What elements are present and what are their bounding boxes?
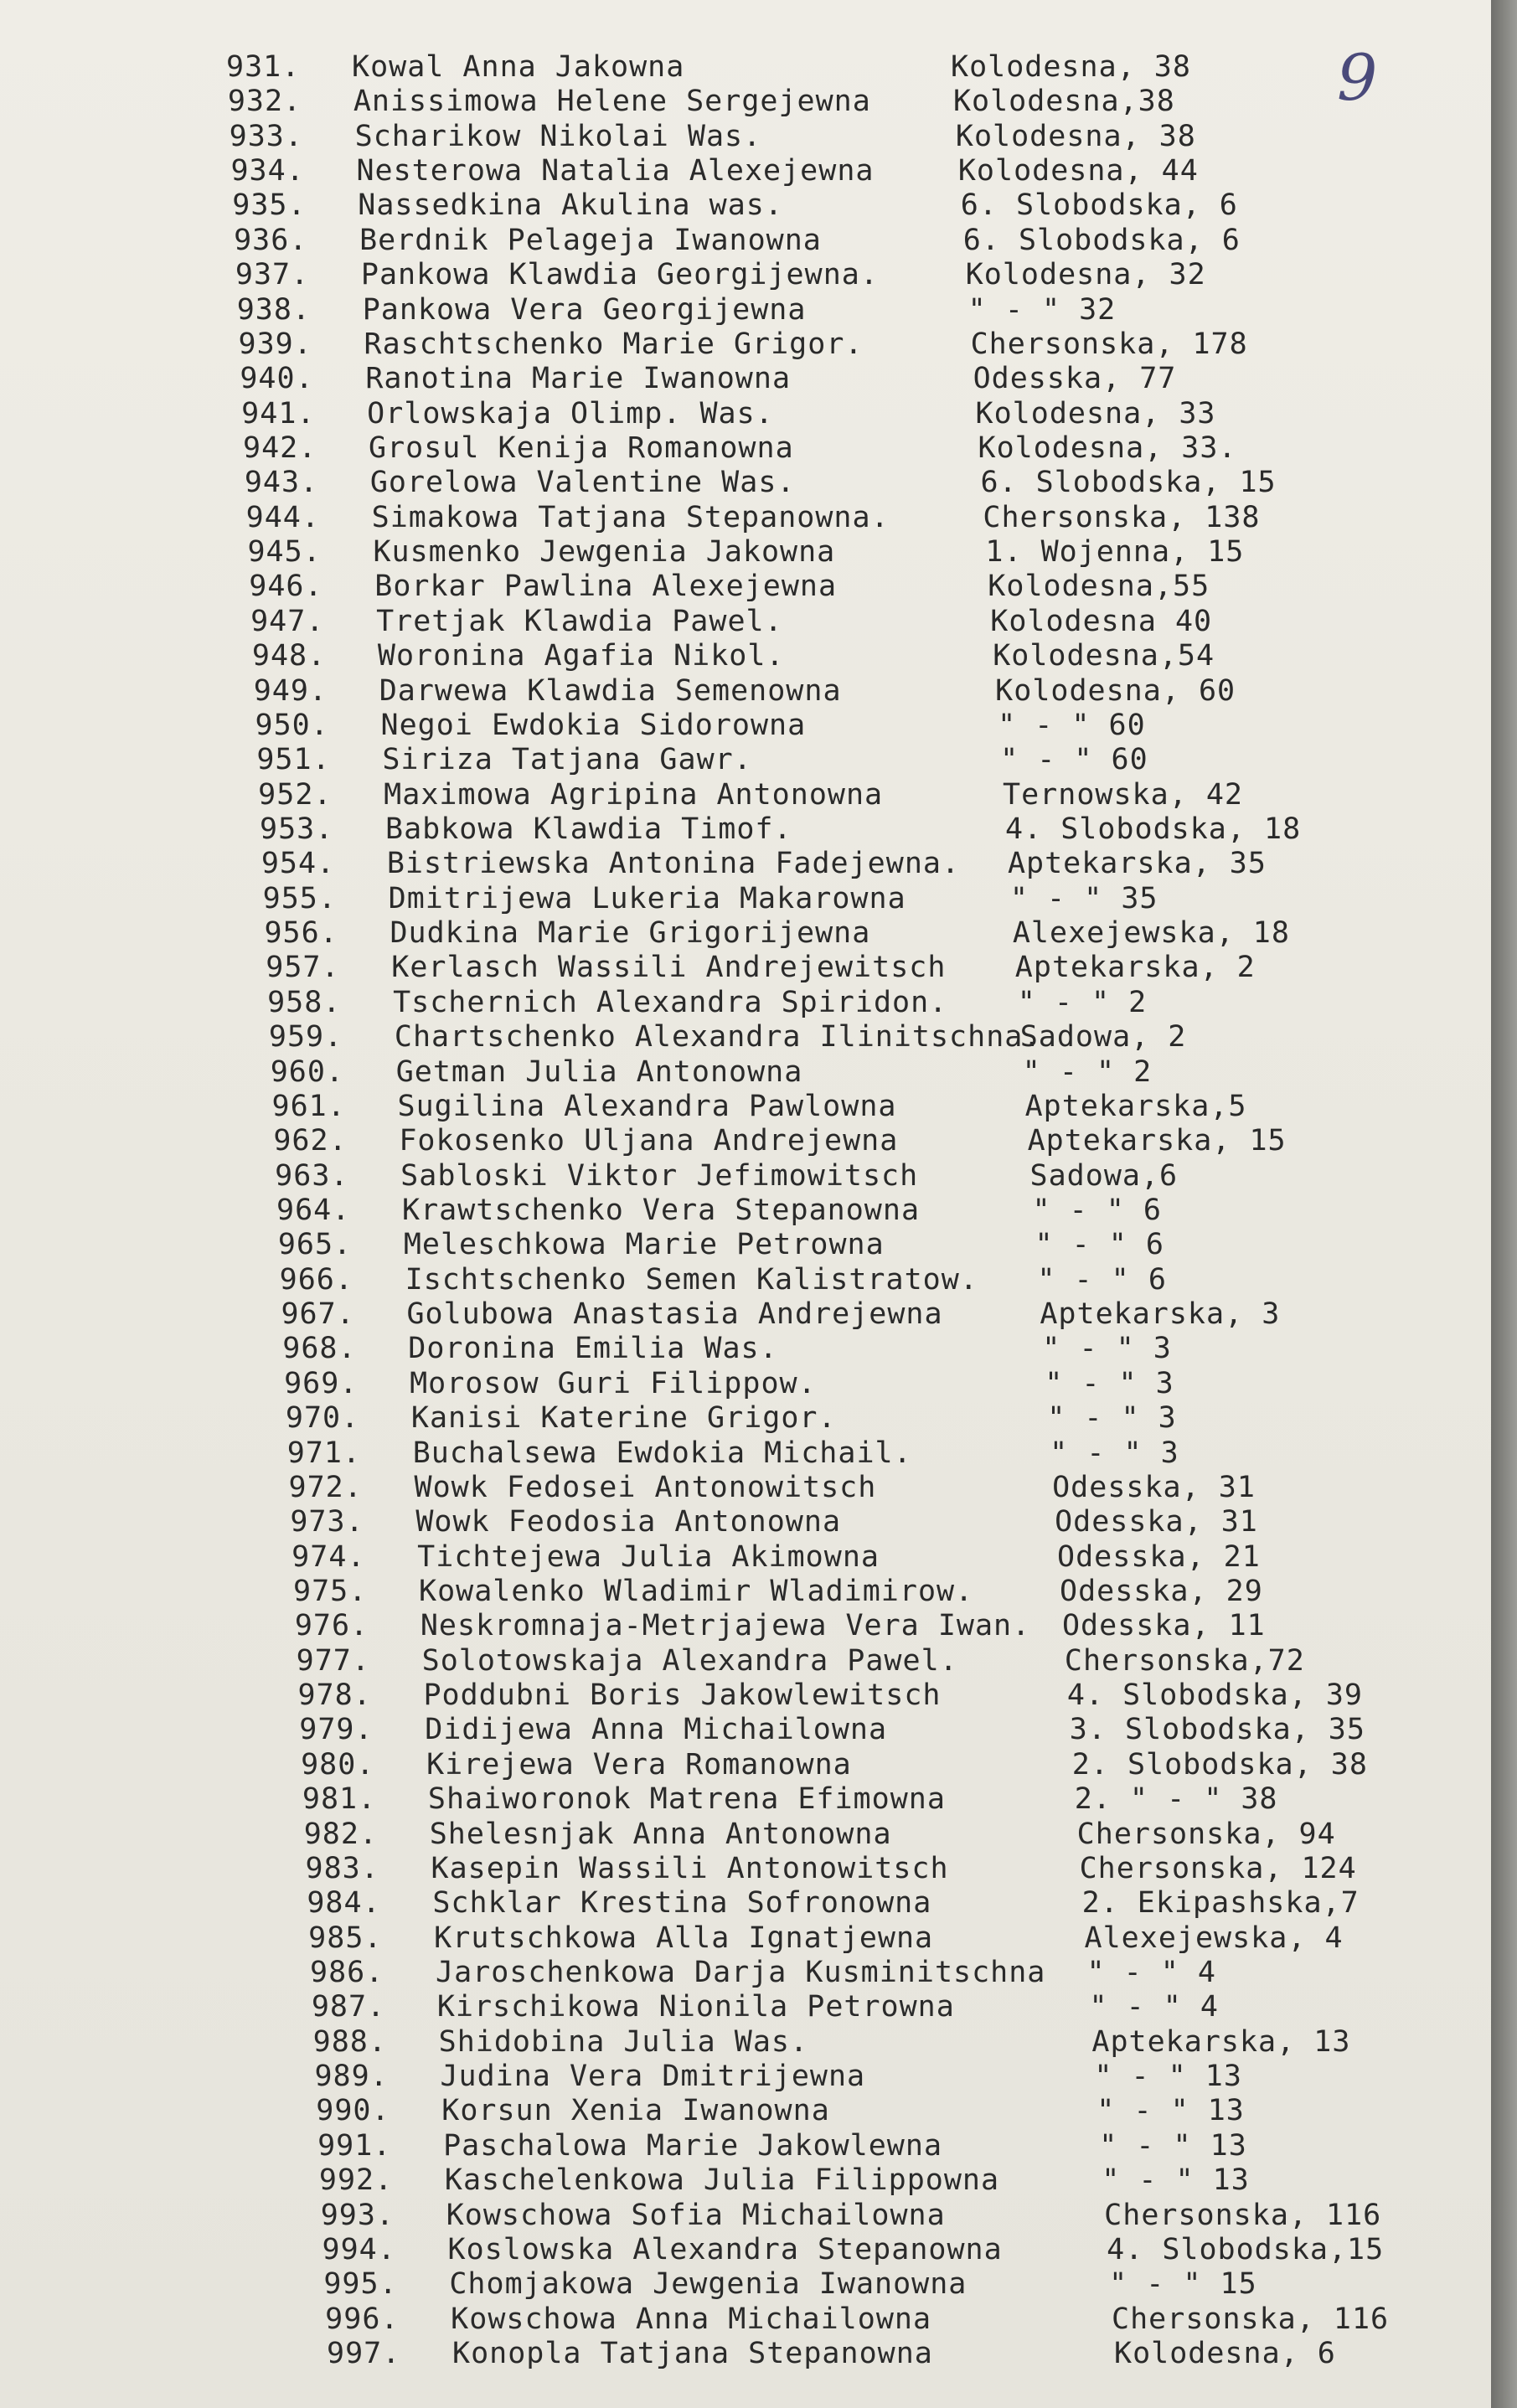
entry-number: 966.: [279, 1262, 353, 1297]
entry-name: Nesterowa Natalia Alexejewna: [356, 154, 875, 188]
entry-address: Chersonska, 116: [1112, 2302, 1390, 2336]
entry-address: 4. Slobodska,15: [1107, 2232, 1385, 2266]
page-edge-shadow: [1491, 0, 1517, 2408]
entry-address: " - " 6: [1037, 1262, 1167, 1297]
list-item: [303, 1817, 1336, 1851]
entry-address: Sadowa,6: [1029, 1158, 1179, 1193]
entry-number: 951.: [256, 743, 331, 777]
entry-name: Kasepin Wassili Antonowitsch: [431, 1851, 949, 1885]
list-item: [302, 1782, 1278, 1817]
entry-name: Woronina Agafia Nikol.: [377, 639, 785, 673]
list-item: [234, 223, 1241, 257]
entry-number: 977.: [296, 1643, 370, 1678]
list-item: [227, 85, 1175, 119]
entry-address: " - " 3: [1047, 1401, 1177, 1436]
entry-number: 981.: [302, 1782, 377, 1817]
entry-address: " - " 13: [1102, 2163, 1250, 2198]
list-item: [311, 1990, 1219, 2024]
entry-number: 997.: [327, 2337, 401, 2370]
entry-number: 956.: [264, 916, 338, 951]
entry-address: Kolodesna, 33: [975, 396, 1216, 431]
entry-number: 934.: [230, 154, 305, 188]
entry-number: 932.: [227, 85, 302, 119]
list-item: [260, 812, 1302, 846]
entry-name: Kerlasch Wassili Andrejewitsch: [391, 951, 947, 985]
entry-address: Aptekarska, 13: [1091, 2024, 1351, 2059]
entry-address: Odesska, 77: [973, 362, 1177, 396]
entry-number: 971.: [286, 1436, 362, 1470]
entry-name: Siriza Tatjana Gawr.: [382, 743, 752, 777]
entry-name: Sugilina Alexandra Pawlowna: [397, 1089, 897, 1123]
entry-address: Chersonska, 124: [1079, 1851, 1357, 1885]
entry-number: 945.: [247, 535, 322, 570]
list-item: [314, 2060, 1242, 2094]
entry-name: Maximowa Agripina Antonowna: [384, 777, 884, 812]
entry-name: Scharikow Nikolai Was.: [354, 119, 762, 153]
entry-number: 957.: [266, 951, 340, 985]
entry-name: Koslowska Alexandra Stepanowna: [447, 2232, 1003, 2266]
entry-name: Ischtschenko Semen Kalistratow.: [405, 1262, 978, 1297]
entry-address: " - " 60: [1000, 743, 1148, 777]
entry-number: 983.: [305, 1851, 379, 1885]
entry-address: Chersonska,72: [1064, 1643, 1305, 1678]
entry-address: Aptekarska, 15: [1027, 1124, 1287, 1158]
entry-number: 968.: [282, 1332, 357, 1366]
entry-name: Buchalsewa Ewdokia Michail.: [412, 1436, 912, 1470]
entry-name: Nassedkina Akulina was.: [358, 188, 783, 223]
list-item: [275, 1158, 1179, 1193]
entry-name: Grosul Kenija Romanowna: [369, 431, 794, 465]
list-item: [325, 2302, 1390, 2336]
list-item: [267, 985, 1148, 1019]
entry-number: 991.: [317, 2128, 392, 2163]
entry-number: 976.: [294, 1609, 369, 1643]
list-item: [285, 1401, 1177, 1436]
entry-name: Kaschelenkowa Julia Filippowna: [444, 2163, 1000, 2198]
list-item: [247, 535, 1245, 570]
entry-number: 979.: [299, 1713, 374, 1747]
list-item: [240, 362, 1177, 396]
list-item: [316, 2094, 1245, 2128]
entry-number: 933.: [229, 119, 303, 153]
entry-address: Aptekarska, 2: [1014, 951, 1256, 985]
entry-address: Chersonska, 116: [1104, 2198, 1382, 2232]
list-item: [276, 1194, 1163, 1227]
list-item: [282, 1332, 1172, 1366]
list-item: [292, 1539, 1261, 1574]
entry-name: Shaiworonok Matrena Efimowna: [427, 1782, 946, 1817]
list-item: [245, 500, 1261, 534]
entry-number: 967.: [281, 1297, 355, 1332]
entry-address: Chersonska, 138: [983, 500, 1261, 534]
entry-number: 980.: [301, 1747, 375, 1782]
entry-name: Borkar Pawlina Alexejewna: [374, 570, 838, 604]
entry-name: Sabloski Viktor Jefimowitsch: [400, 1158, 919, 1193]
entry-number: 949.: [253, 673, 328, 708]
entry-name: Kirejewa Vera Romanowna: [426, 1747, 852, 1782]
entry-address: " - " 6: [1032, 1194, 1163, 1227]
entry-number: 978.: [297, 1678, 372, 1713]
entry-address: " - " 6: [1035, 1228, 1164, 1262]
list-item: [294, 1609, 1266, 1643]
entry-number: 965.: [277, 1228, 353, 1262]
entry-name: Morosow Guri Filippow.: [410, 1366, 817, 1400]
entry-number: 963.: [275, 1158, 349, 1193]
list-item: [286, 1436, 1179, 1470]
entry-name: Bistriewska Antonina Fadejewna.: [386, 847, 961, 881]
entry-number: 969.: [284, 1366, 359, 1400]
entry-number: 950.: [255, 708, 329, 742]
entry-name: Simakowa Tatjana Stepanowna.: [371, 500, 890, 534]
entry-name: Solotowskaja Alexandra Pawel.: [421, 1643, 958, 1678]
entry-name: Kowschowa Anna Michailowna: [451, 2302, 932, 2336]
list-item: [305, 1851, 1357, 1885]
entry-name: Babkowa Klawdia Timof.: [385, 812, 792, 846]
entry-address: Kolodesna 40: [990, 604, 1213, 638]
list-item: [229, 119, 1196, 153]
entry-address: Kolodesna, 38: [951, 50, 1191, 84]
entry-name: Kirschikowa Nionila Petrowna: [436, 1990, 955, 2024]
list-item: [268, 1020, 1187, 1054]
entry-address: 1. Wojenna, 15: [985, 535, 1245, 570]
entry-address: Kolodesna, 44: [957, 154, 1199, 188]
entry-address: 2. Ekipashska,7: [1081, 1886, 1360, 1921]
entry-number: 962.: [273, 1124, 348, 1158]
list-item: [281, 1297, 1281, 1332]
entry-address: Odesska, 31: [1055, 1505, 1258, 1539]
entry-name: Korsun Xenia Iwanowna: [441, 2094, 830, 2128]
entry-number: 937.: [235, 258, 310, 292]
entry-number: 955.: [262, 881, 337, 915]
list-item: [310, 1956, 1217, 1989]
entry-number: 944.: [245, 500, 320, 534]
list-item: [226, 50, 1191, 84]
entry-number: 973.: [290, 1505, 364, 1539]
entry-name: Gorelowa Valentine Was.: [369, 466, 796, 500]
entry-address: " - " 4: [1086, 1956, 1217, 1989]
list-item: [236, 292, 1117, 327]
entry-name: Ranotina Marie Iwanowna: [365, 362, 792, 396]
entry-name: Kanisi Katerine Grigor.: [410, 1401, 837, 1436]
entry-name: Darwewa Klawdia Semenowna: [379, 673, 842, 708]
entry-address: Chersonska, 94: [1076, 1817, 1336, 1851]
entry-number: 972.: [288, 1470, 363, 1504]
page-number: 9: [1337, 40, 1378, 115]
entry-address: Kolodesna, 32: [965, 258, 1206, 292]
entry-address: " - " 35: [1009, 881, 1158, 915]
entry-address: Odesska, 29: [1060, 1575, 1263, 1608]
entry-address: 4. Slobodska, 18: [1005, 812, 1302, 846]
list-item: [307, 1886, 1360, 1921]
entry-name: Doronina Emilia Was.: [408, 1332, 778, 1366]
entry-address: " - " 60: [998, 708, 1146, 742]
entry-address: Ternowska, 42: [1003, 777, 1243, 812]
entry-name: Anissimowa Helene Sergejewna: [353, 85, 871, 119]
entry-number: 959.: [268, 1020, 343, 1054]
list-item: [320, 2198, 1382, 2232]
entry-name: Shidobina Julia Was.: [438, 2024, 809, 2059]
list-item: [255, 708, 1146, 742]
list-item: [284, 1366, 1174, 1400]
entry-address: " - " 32: [967, 292, 1117, 327]
entry-number: 958.: [267, 985, 342, 1019]
list-item: [258, 777, 1243, 812]
list-item: [297, 1678, 1364, 1713]
list-item: [327, 2337, 1336, 2370]
entry-address: 6. Slobodska, 6: [960, 188, 1238, 223]
entry-number: 936.: [234, 223, 308, 257]
list-item: [273, 1124, 1287, 1158]
entry-name: Kusmenko Jewgenia Jakowna: [373, 535, 836, 570]
entry-name: Wowk Feodosia Antonowna: [415, 1505, 842, 1539]
entry-address: Sadowa, 2: [1019, 1020, 1187, 1054]
list-item: [290, 1505, 1258, 1539]
list-item: [266, 951, 1256, 985]
list-item: [249, 570, 1210, 604]
entry-name: Shelesnjak Anna Antonowna: [429, 1817, 892, 1851]
list-item: [271, 1089, 1247, 1123]
entry-number: 960.: [270, 1054, 345, 1089]
entry-address: " - " 15: [1109, 2267, 1257, 2302]
entry-name: Tschernich Alexandra Spiridon.: [393, 985, 948, 1019]
entry-address: Kolodesna, 6: [1114, 2337, 1336, 2370]
entry-address: 2. " - " 38: [1074, 1782, 1278, 1817]
entry-name: Schklar Krestina Sofronowna: [432, 1886, 932, 1921]
entry-address: Alexejewska, 18: [1012, 916, 1290, 951]
list-item: [253, 673, 1236, 708]
entry-name: Krutschkowa Alla Ignatjewna: [434, 1921, 934, 1955]
entry-address: Kolodesna, 33.: [978, 431, 1237, 465]
list-item: [293, 1575, 1263, 1608]
entry-number: 964.: [276, 1194, 351, 1227]
entry-number: 938.: [236, 292, 312, 327]
list-item: [243, 431, 1237, 465]
entry-name: Poddubni Boris Jakowlewitsch: [423, 1678, 942, 1713]
list-item: [264, 916, 1290, 951]
entry-address: " - " 3: [1042, 1332, 1172, 1366]
entry-number: 992.: [318, 2163, 394, 2198]
entry-name: Pankowa Vera Georgijewna: [362, 292, 807, 327]
entry-name: Jaroschenkowa Darja Kusminitschna: [436, 1956, 1046, 1989]
entry-number: 974.: [292, 1539, 366, 1574]
entry-number: 975.: [293, 1575, 368, 1608]
list-item: [256, 743, 1148, 777]
entry-number: 931.: [226, 50, 301, 84]
list-item: [270, 1054, 1153, 1089]
entry-number: 982.: [303, 1817, 379, 1851]
entry-number: 988.: [312, 2024, 387, 2059]
entry-name: Tretjak Klawdia Pawel.: [376, 604, 783, 638]
entry-name: Kowalenko Wladimir Wladimirow.: [419, 1575, 974, 1608]
entry-number: 994.: [322, 2232, 396, 2266]
entry-number: 984.: [307, 1886, 381, 1921]
list-item: [251, 639, 1215, 673]
entry-address: Kolodesna,38: [952, 85, 1175, 119]
entry-address: " - " 2: [1022, 1054, 1153, 1089]
list-item: [288, 1470, 1256, 1504]
list-item: [232, 188, 1238, 223]
entry-address: Kolodesna, 38: [955, 119, 1196, 153]
entry-address: Odesska, 31: [1052, 1470, 1256, 1504]
entry-name: Fokosenko Uljana Andrejewna: [399, 1124, 899, 1158]
entry-name: Konopla Tatjana Stepanowna: [452, 2337, 933, 2370]
entry-address: " - " 13: [1096, 2094, 1245, 2128]
list-item: [323, 2267, 1257, 2302]
entry-number: 939.: [238, 327, 312, 361]
list-item: [318, 2163, 1250, 2198]
entry-address: Kolodesna,55: [988, 570, 1210, 604]
list-item: [238, 327, 1248, 361]
list-item: [279, 1262, 1167, 1297]
entry-name: Paschalowa Marie Jakowlewna: [443, 2128, 943, 2163]
list-item: [317, 2128, 1247, 2163]
entry-number: 970.: [285, 1401, 360, 1436]
entry-name: Neskromnaja-Metrjajewa Vera Iwan.: [420, 1609, 1031, 1643]
entry-name: Negoi Ewdokia Sidorowna: [380, 708, 807, 742]
entry-address: 4. Slobodska, 39: [1066, 1678, 1364, 1713]
entry-number: 943.: [244, 466, 319, 500]
entry-name: Tichtejewa Julia Akimowna: [417, 1539, 880, 1574]
entry-number: 948.: [251, 639, 327, 673]
entry-address: 6. Slobodska, 6: [962, 223, 1241, 257]
entry-address: 3. Slobodska, 35: [1069, 1713, 1365, 1747]
entry-name: Kowal Anna Jakowna: [352, 50, 685, 84]
entry-number: 953.: [260, 812, 334, 846]
entry-address: Chersonska, 178: [970, 327, 1248, 361]
entry-number: 954.: [261, 847, 336, 881]
entry-number: 941.: [241, 396, 316, 431]
list-item: [250, 604, 1213, 638]
list-item: [235, 258, 1206, 292]
entry-name: Dudkina Marie Grigorijewna: [390, 916, 871, 951]
entry-number: 947.: [250, 604, 325, 638]
list-item: [299, 1713, 1365, 1747]
entry-number: 989.: [314, 2060, 389, 2094]
entry-number: 985.: [308, 1921, 383, 1955]
entry-number: 935.: [232, 188, 307, 223]
entry-number: 961.: [271, 1089, 346, 1123]
entry-address: Odesska, 21: [1057, 1539, 1261, 1574]
list-item: [277, 1228, 1164, 1262]
entry-name: Raschtschenko Marie Grigor.: [364, 327, 864, 361]
list-item: [230, 154, 1199, 188]
list-item: [322, 2232, 1385, 2266]
entry-address: " - " 13: [1094, 2060, 1242, 2094]
entry-name: Berdnik Pelageja Iwanowna: [359, 223, 822, 257]
entry-number: 995.: [323, 2267, 398, 2302]
entry-name: Chomjakowa Jewgenia Iwanowna: [449, 2267, 967, 2302]
entry-address: " - " 13: [1099, 2128, 1247, 2163]
entry-number: 952.: [258, 777, 333, 812]
entry-name: Didijewa Anna Michailowna: [425, 1713, 888, 1747]
list-item: [312, 2024, 1351, 2059]
list-item: [301, 1747, 1368, 1782]
entry-address: Odesska, 11: [1061, 1609, 1266, 1643]
list-item: [262, 881, 1158, 915]
list-item: [261, 847, 1267, 881]
entry-address: " - " 4: [1089, 1990, 1219, 2024]
list-item: [241, 396, 1216, 431]
entry-number: 946.: [249, 570, 323, 604]
list-item: [244, 466, 1277, 500]
entry-address: Kolodesna, 60: [995, 673, 1236, 708]
entry-name: Pankowa Klawdia Georgijewna.: [360, 258, 879, 292]
entry-address: 6. Slobodska, 15: [980, 466, 1277, 500]
entry-number: 993.: [320, 2198, 395, 2232]
entry-address: " - " 3: [1045, 1366, 1174, 1400]
list-item: [296, 1643, 1305, 1678]
entry-address: Aptekarska, 35: [1007, 847, 1267, 881]
entry-address: Aptekarska, 3: [1040, 1297, 1281, 1332]
entry-number: 942.: [243, 431, 317, 465]
entry-number: 986.: [310, 1956, 384, 1989]
entry-name: Orlowskaja Olimp. Was.: [367, 396, 774, 431]
entry-address: Kolodesna,54: [993, 639, 1215, 673]
entry-name: Chartschenko Alexandra Ilinitschna.: [394, 1020, 1042, 1054]
entry-name: Dmitrijewa Lukeria Makarowna: [388, 881, 906, 915]
entry-name: Krawtschenko Vera Stepanowna: [402, 1194, 921, 1227]
entry-name: Kowschowa Sofia Michailowna: [446, 2198, 946, 2232]
entry-name: Judina Vera Dmitrijewna: [440, 2060, 866, 2094]
entry-name: Wowk Fedosei Antonowitsch: [414, 1470, 877, 1504]
entry-number: 940.: [240, 362, 314, 396]
entry-address: Alexejewska, 4: [1084, 1921, 1344, 1955]
list-item: [308, 1921, 1344, 1955]
entry-number: 987.: [311, 1990, 386, 2024]
entry-address: " - " 3: [1050, 1436, 1179, 1470]
entry-name: Meleschkowa Marie Petrowna: [403, 1228, 885, 1262]
entry-address: " - " 2: [1017, 985, 1148, 1019]
entry-name: Golubowa Anastasia Andrejewna: [406, 1297, 943, 1332]
entry-address: 2. Slobodska, 38: [1071, 1747, 1368, 1782]
entry-number: 990.: [316, 2094, 390, 2128]
entry-address: Aptekarska,5: [1024, 1089, 1247, 1123]
entry-number: 996.: [325, 2302, 400, 2336]
entry-name: Getman Julia Antonowna: [395, 1054, 803, 1089]
